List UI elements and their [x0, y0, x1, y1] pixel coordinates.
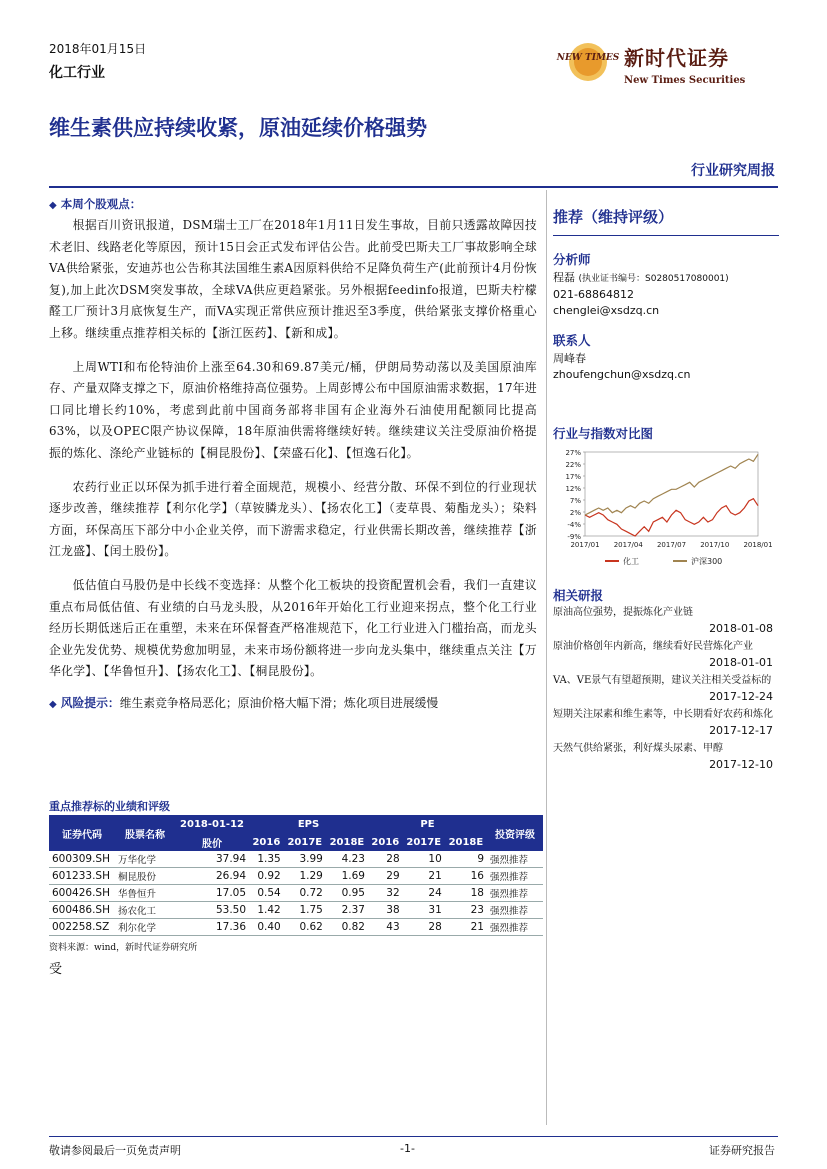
y-tick-label: 27% [565, 449, 581, 457]
diamond-bullet-icon: ◆ [49, 200, 57, 211]
cell-pe: 18 [445, 885, 487, 902]
cell-name: 华鲁恒升 [115, 885, 175, 902]
cell-eps: 0.40 [249, 919, 284, 936]
series-line-csi300 [585, 454, 758, 515]
col-year: 2016 [368, 833, 403, 851]
related-report-date: 2018-01-08 [709, 622, 773, 635]
contact-name: 周峰春 [553, 352, 586, 365]
analyst-name-line: 程磊 (执业证书编号：S0280517080001) [553, 271, 729, 284]
footer-divider [49, 1136, 778, 1137]
chart-frame [585, 452, 758, 536]
report-date: 2018年01月15日 [49, 42, 147, 56]
col-price: 股价 [175, 833, 249, 851]
related-heading: 相关研报 [553, 588, 604, 603]
cell-eps: 0.95 [326, 885, 368, 902]
cell-eps: 0.72 [284, 885, 326, 902]
cell-rating: 强烈推荐 [487, 885, 543, 902]
sidebar [553, 196, 779, 383]
related-report-date: 2017-12-17 [709, 724, 773, 737]
body-paragraph: 农药行业正以环保为抓手进行着全面规范，规模小、经营分散、环保不到位的行业现状逐步改善，继续推荐【利尔化学】（草铵膦龙头）、【扬农化工】（麦草畏、菊酯龙头）；染料方面，环保高压下部分中小企业关停，而下游需求稳定，行业供需长期改善，继续推荐【浙江龙盛】、【闰土股份】。 [49, 479, 537, 559]
related-report-title[interactable]: 原油高位强势，提振炼化产业链 [553, 607, 693, 618]
related-report-date: 2017-12-10 [709, 758, 773, 771]
col-name: 股票名称 [115, 815, 175, 851]
cell-pe: 10 [403, 851, 445, 868]
related-report-title[interactable]: 天然气供给紧张，利好煤头尿素、甲醇 [553, 743, 723, 754]
y-tick-label: -4% [567, 521, 581, 529]
cell-rating: 强烈推荐 [487, 868, 543, 885]
analyst-cert: (执业证书编号：S0280517080001) [578, 274, 729, 284]
body-paragraph: 根据百川资讯报道，DSM瑞士工厂在2018年1月11日发生事故，目前只透露故障因技术老旧、线路老化等原因，预计15日会正式发布评估公告。此前受巴斯夫工厂事故影响全球VA供给紧张，安迪苏也公告称其法国维生素A因原料供给不足降负荷生产(此前预计4月份恢复),加上此次DSM突发事故，全球VA供应更趋紧张。另外根据feedinfo报道，巴斯夫柠檬醛工厂预计3月底恢复生产，而VA实现正常供应预计推迟至3季度，供给紧张支撑价格重心上移。继续重点推荐相关标的【浙江医药】、【新和成】。 [49, 218, 537, 340]
footer-disclaimer[interactable]: 敬请参阅最后一页免责声明 [49, 1144, 181, 1157]
cell-eps: 0.82 [326, 919, 368, 936]
col-year: 2018E [445, 833, 487, 851]
col-year: 2018E [326, 833, 368, 851]
diamond-bullet-icon: ◆ [49, 698, 57, 710]
risk-warning: ◆ 风险提示：维生素竞争格局恶化；原油价格大幅下滑；炼化项目进展缓慢 [49, 695, 439, 710]
analyst-phone: 021-68864812 [553, 288, 634, 301]
cell-eps: 1.69 [326, 868, 368, 885]
col-year: 2017E [284, 833, 326, 851]
y-tick-label: 7% [569, 497, 581, 505]
y-tick-label: -9% [567, 533, 581, 541]
cell-pe: 38 [368, 902, 403, 919]
chart-title: 行业与指数对比图 [553, 426, 654, 441]
cell-rating: 强烈推荐 [487, 919, 543, 936]
y-tick-label: 2% [569, 509, 581, 517]
related-report-title[interactable]: VA、VE景气有望超预期，建议关注相关受益标的 [553, 675, 772, 686]
cell-name: 利尔化学 [115, 919, 175, 936]
contact-heading: 联系人 [553, 333, 591, 348]
x-tick-label: 2017/10 [700, 541, 730, 549]
cell-price: 53.50 [175, 902, 249, 919]
cell-eps: 0.54 [249, 885, 284, 902]
table-row [49, 919, 543, 936]
table-row [49, 851, 543, 868]
logo-cn-name: 新时代证券 [624, 46, 729, 70]
cell-code: 601233.SH [49, 868, 115, 885]
table-source: 资料来源：wind，新时代证券研究所 [49, 943, 198, 953]
col-price-date: 2018-01-12 [175, 815, 249, 833]
cell-eps: 1.29 [284, 868, 326, 885]
cell-pe: 9 [445, 851, 487, 868]
x-tick-label: 2017/07 [656, 541, 687, 549]
cell-pe: 21 [445, 919, 487, 936]
cell-code: 002258.SZ [49, 919, 115, 936]
body-paragraph: 上周WTI和布伦特油价上涨至64.30和69.87美元/桶，伊朗局势动荡以及美国原油库存、产量双降支撑之下，原油价格维持高位强势。上周彭博公布中国原油需求数据，17年进口同比增长约10%，考虑到此前中国商务部将非国有企业海外石油使用配额同比提高63%，以及OPEC限产协议保障，18年原油供需将继续好转。继续建议关注受原油价格提振的炼化、涤纶产业链标的【桐昆股份】、【荣盛石化】、【恒逸石化】。 [49, 359, 537, 460]
cell-pe: 28 [368, 851, 403, 868]
cell-eps: 2.37 [326, 902, 368, 919]
rating-label: 推荐（维持评级） [553, 208, 674, 226]
cell-rating: 强烈推荐 [487, 902, 543, 919]
table-row [49, 902, 543, 919]
cell-pe: 32 [368, 885, 403, 902]
related-report-date: 2018-01-01 [709, 656, 773, 669]
cell-pe: 24 [403, 885, 445, 902]
industry-label: 化工行业 [49, 65, 105, 81]
cell-price: 37.94 [175, 851, 249, 868]
cell-code: 600309.SH [49, 851, 115, 868]
comparison-chart [553, 444, 773, 574]
cell-eps: 1.75 [284, 902, 326, 919]
legend-label: 化工 [623, 557, 639, 566]
related-reports [553, 605, 773, 775]
cell-name: 万华化学 [115, 851, 175, 868]
recommendation-table [49, 815, 543, 936]
cell-price: 26.94 [175, 868, 249, 885]
col-eps: EPS [249, 815, 368, 833]
page-number: -1- [400, 1142, 415, 1155]
x-tick-label: 2017/04 [613, 541, 643, 549]
report-title: 维生素供应持续收紧，原油延续价格强势 [49, 116, 427, 140]
footer-label: 证券研究报告 [709, 1144, 775, 1157]
cell-code: 600426.SH [49, 885, 115, 902]
table-row [49, 868, 543, 885]
cell-eps: 0.92 [249, 868, 284, 885]
cell-code: 600486.SH [49, 902, 115, 919]
col-pe: PE [368, 815, 487, 833]
cell-eps: 0.62 [284, 919, 326, 936]
y-tick-label: 17% [565, 473, 581, 481]
contact-email[interactable]: zhoufengchun@xsdzq.cn [553, 368, 691, 381]
col-rating: 投资评级 [487, 815, 543, 851]
cell-eps: 1.35 [249, 851, 284, 868]
cell-pe: 21 [403, 868, 445, 885]
related-report-date: 2017-12-24 [709, 690, 773, 703]
analyst-heading: 分析师 [553, 252, 591, 267]
cell-rating: 强烈推荐 [487, 851, 543, 868]
y-tick-label: 12% [565, 485, 581, 493]
cell-price: 17.05 [175, 885, 249, 902]
col-year: 2017E [403, 833, 445, 851]
report-type: 行业研究周报 [691, 163, 775, 179]
cell-name: 桐昆股份 [115, 868, 175, 885]
col-year: 2016 [249, 833, 284, 851]
x-tick-label: 2017/01 [570, 541, 600, 549]
related-report-title[interactable]: 原油价格创年内新高，继续看好民营炼化产业 [553, 641, 753, 652]
cell-pe: 29 [368, 868, 403, 885]
legend-label: 沪深300 [691, 557, 723, 566]
main-body [49, 196, 537, 715]
viewpoint-heading: ◆ 本周个股观点： [49, 197, 142, 211]
header-divider [49, 186, 778, 188]
logo-en-name: New Times Securities [624, 75, 746, 86]
series-line-chem [585, 499, 758, 536]
cell-pe: 28 [403, 919, 445, 936]
col-code: 证券代码 [49, 815, 115, 851]
cell-pe: 16 [445, 868, 487, 885]
cell-name: 扬农化工 [115, 902, 175, 919]
cell-eps: 3.99 [284, 851, 326, 868]
logo-mark: NEW TIMES [556, 53, 620, 63]
cell-pe: 23 [445, 902, 487, 919]
table-title: 重点推荐标的业绩和评级 [49, 800, 170, 813]
column-divider [546, 190, 547, 1125]
body-paragraph: 低估值白马股仍是中长线不变选择：从整个化工板块的投资配置机会看，我们一直建议重点布局低估值、有业绩的白马龙头股，从2016年开始化工行业迎来拐点，整个化工行业经历长期低迷后正在重塑，未来在环保督查严格准规范下，化工行业进入门槛抬高，而龙头企业先发优势、规模优势愈加明显，未来市场份额将进一步向龙头集中，继续重点关注【万华化学】、【华鲁恒升】、【扬农化工】、【桐昆股份】。 [49, 577, 537, 679]
table-row [49, 885, 543, 902]
cell-price: 17.36 [175, 919, 249, 936]
sidebar-divider [553, 235, 779, 236]
stray-text: 受 [49, 962, 63, 977]
y-tick-label: 22% [565, 461, 581, 469]
cell-pe: 31 [403, 902, 445, 919]
cell-eps: 4.23 [326, 851, 368, 868]
x-tick-label: 2018/01 [743, 541, 773, 549]
related-report-title[interactable]: 短期关注尿素和维生素等，中长期看好农药和炼化 [553, 709, 773, 720]
cell-eps: 1.42 [249, 902, 284, 919]
analyst-email[interactable]: chenglei@xsdzq.cn [553, 304, 660, 317]
cell-pe: 43 [368, 919, 403, 936]
